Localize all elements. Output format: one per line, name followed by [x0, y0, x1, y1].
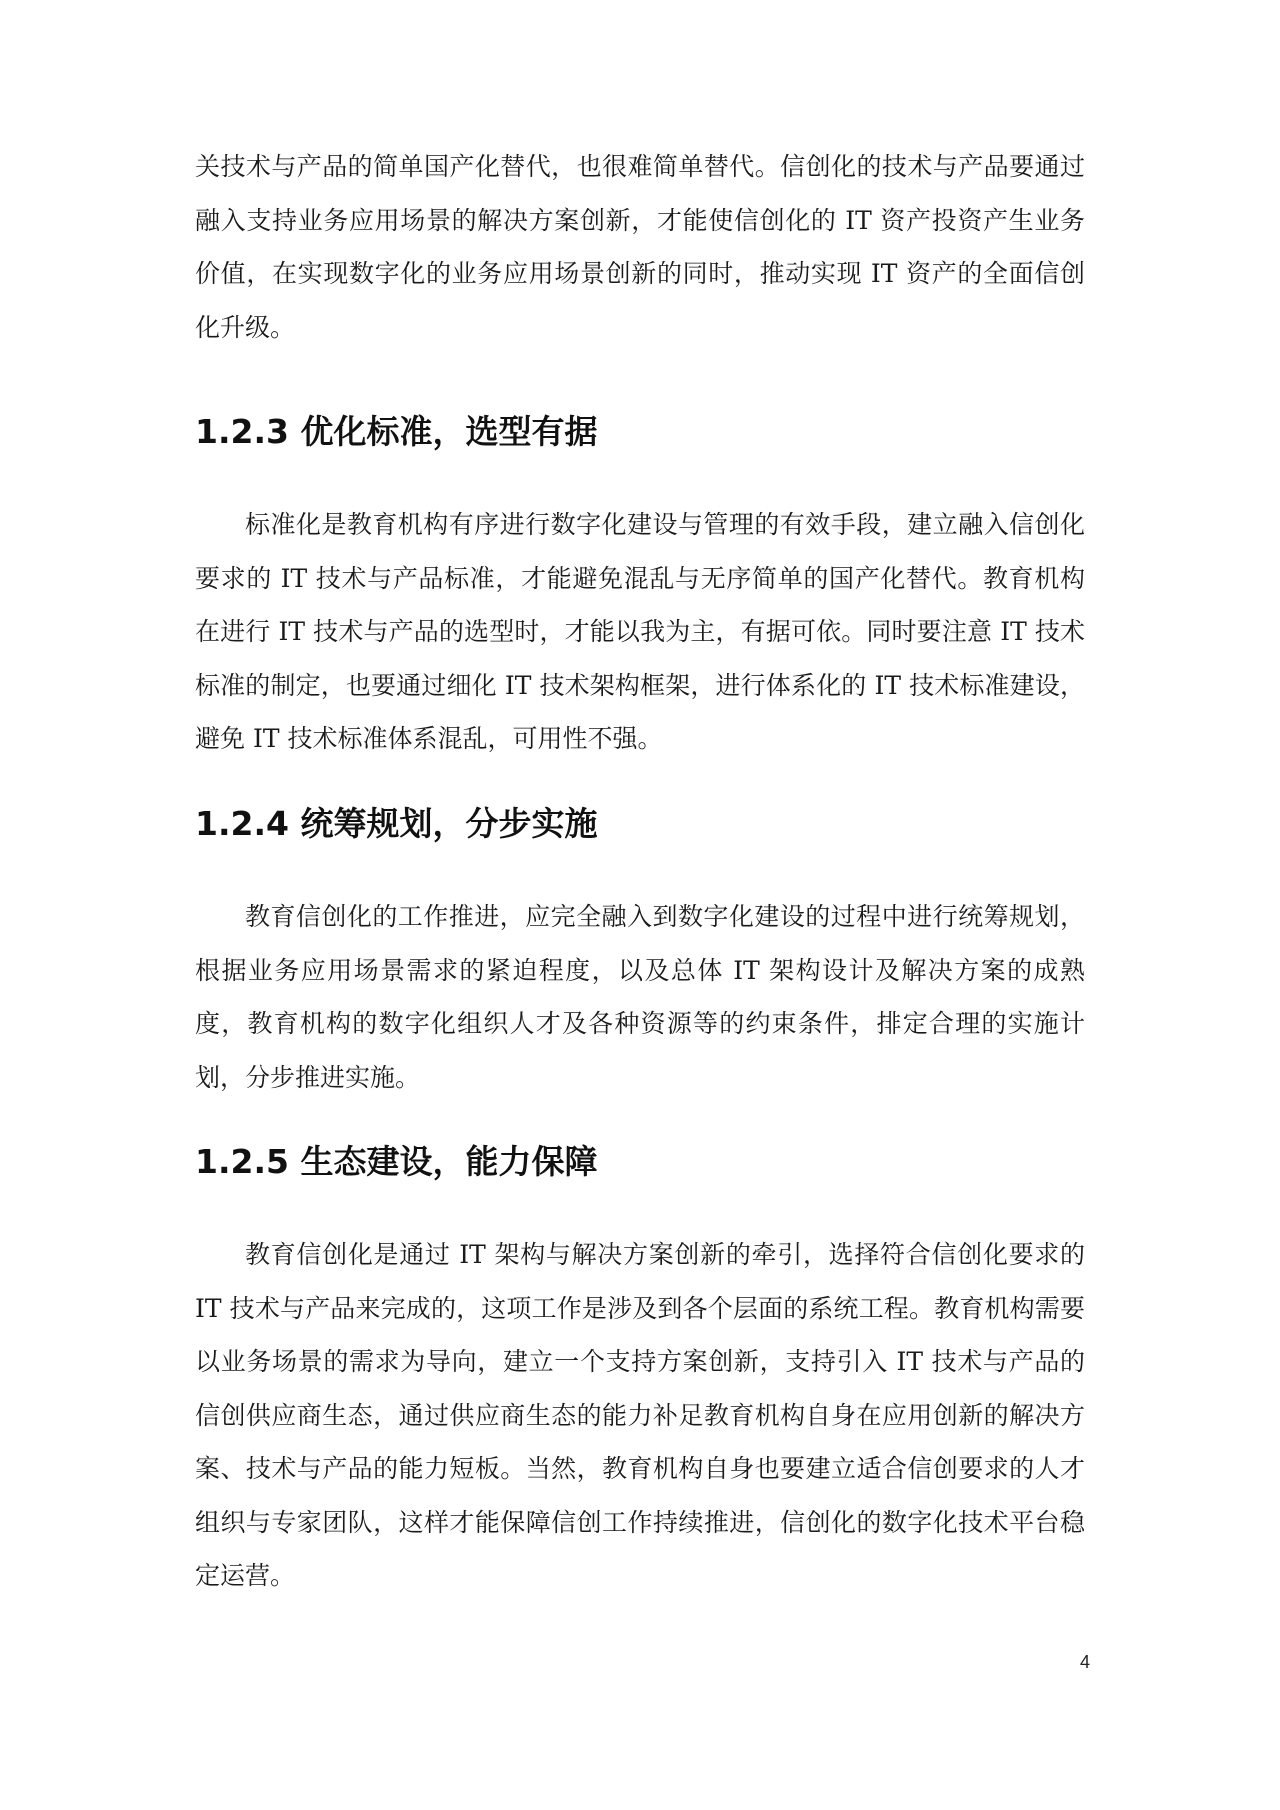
- section-paragraph: 教育信创化的工作推进，应完全融入到数字化建设的过程中进行统筹规划，根据业务应用场景需求的紧迫程度，以及总体 IT 架构设计及解决方案的成熟度，教育机构的数字化组织人才及各种资源等的约束条件，排定合理的实施计划，分步推进实施。: [195, 902, 1085, 1092]
- section-body-1-2-3: [195, 498, 1085, 766]
- section-heading-1-2-3: 1.2.3 优化标准，选型有据: [195, 412, 598, 451]
- intro-paragraph: 关技术与产品的简单国产化替代，也很难简单替代。信创化的技术与产品要通过融入支持业务应用场景的解决方案创新，才能使信创化的 IT 资产投资产生业务价值，在实现数字化的业务应用场景创新的同时，推动实现 IT 资产的全面信创化升级。: [195, 152, 1085, 342]
- section-paragraph: 教育信创化是通过 IT 架构与解决方案创新的牵引，选择符合信创化要求的 IT 技术与产品来完成的，这项工作是涉及到各个层面的系统工程。教育机构需要以业务场景的需求为导向，建立一个支持方案创新，支持引入 IT 技术与产品的信创供应商生态，通过供应商生态的能力补足教育机构自身在应用创新的解决方案、技术与产品的能力短板。当然，教育机构自身也要建立适合信创要求的人才组织与专家团队，这样才能保障信创工作持续推进，信创化的数字化技术平台稳定运营。: [195, 1240, 1085, 1590]
- section-paragraph: 标准化是教育机构有序进行数字化建设与管理的有效手段，建立融入信创化要求的 IT 技术与产品标准，才能避免混乱与无序简单的国产化替代。教育机构在进行 IT 技术与产品的选型时，才能以我为主，有据可依。同时要注意 IT 技术标准的制定，也要通过细化 IT 技术架构框架，进行体系化的 IT 技术标准建设，避免 IT 技术标准体系混乱，可用性不强。: [195, 510, 1086, 753]
- section-heading-1-2-5: 1.2.5 生态建设，能力保障: [195, 1142, 598, 1181]
- intro-text-block: [195, 140, 1085, 354]
- section-body-1-2-4: [195, 890, 1085, 1104]
- section-body-1-2-5: [195, 1228, 1085, 1603]
- section-heading-1-2-4: 1.2.4 统筹规划，分步实施: [195, 804, 598, 843]
- page-number: 4: [1079, 1652, 1090, 1672]
